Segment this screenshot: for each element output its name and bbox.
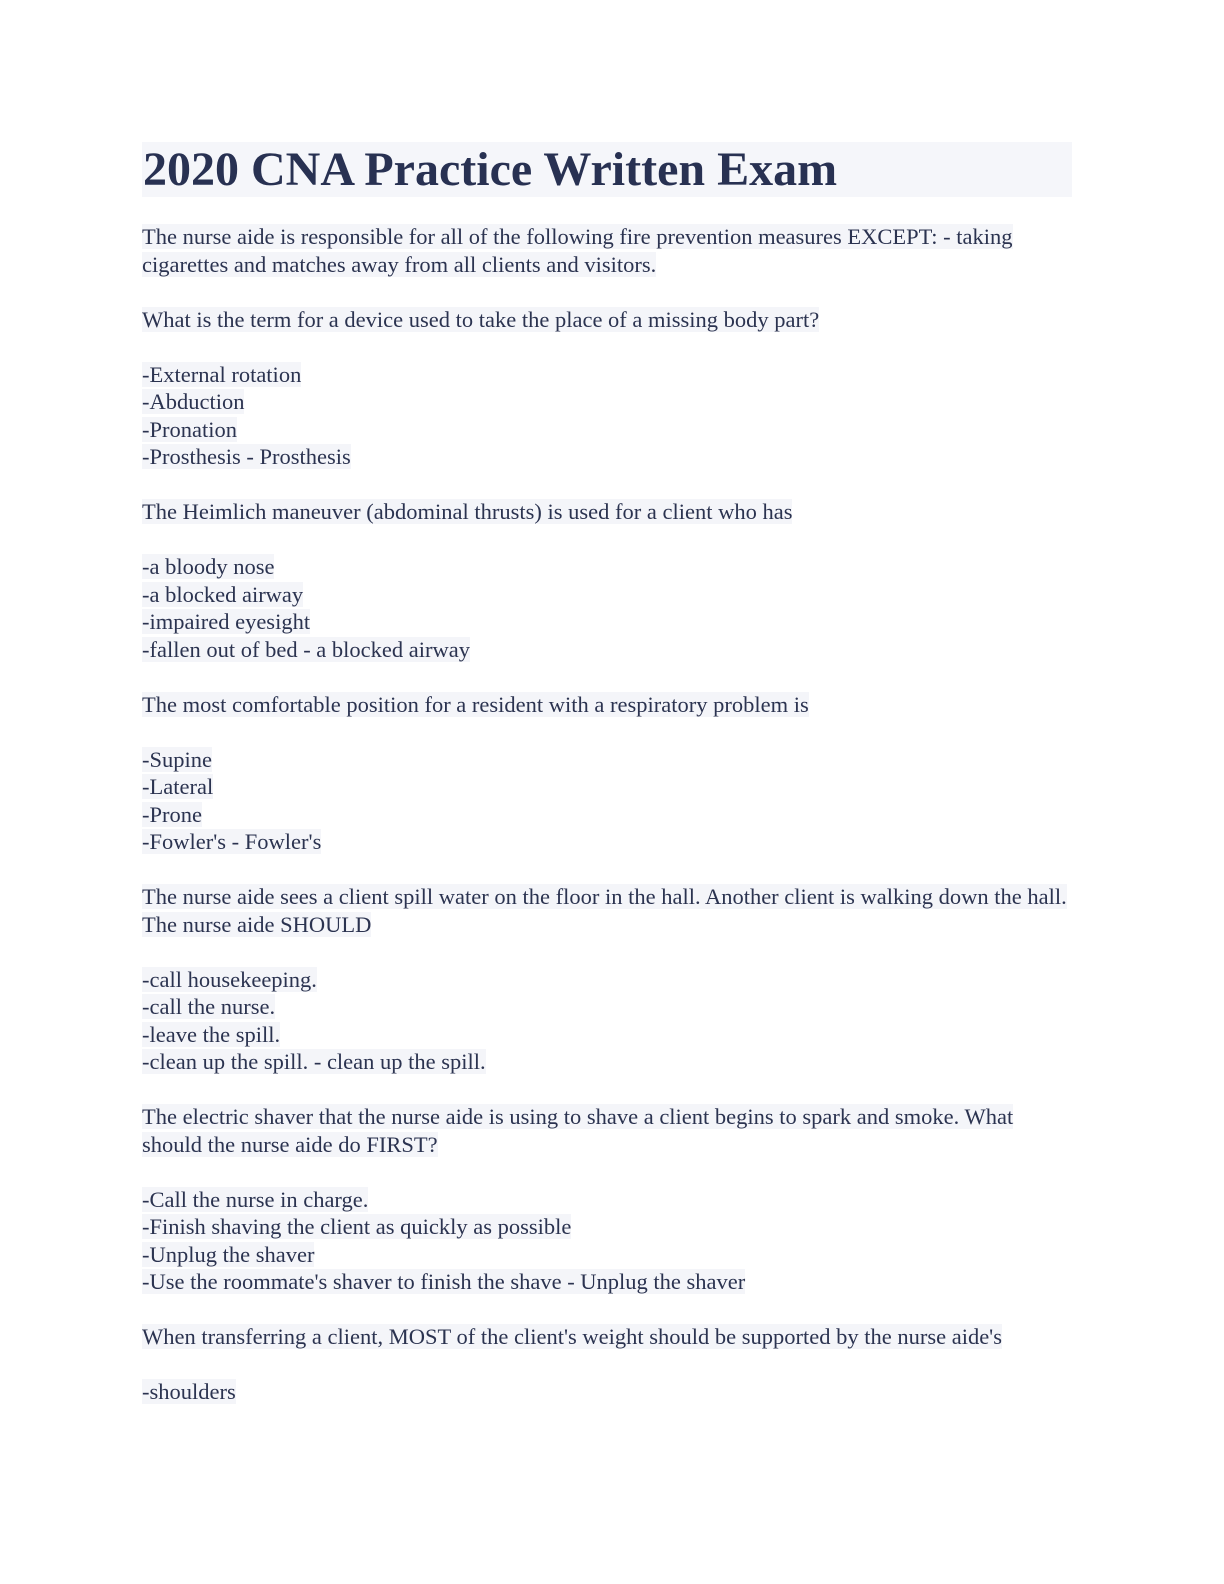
question-block: [142, 1323, 1074, 1351]
question-text-highlight: The nurse aide sees a client spill water on the floor in the hall. Another client is walking down the hall. The nurse aide SHOULD: [142, 884, 1067, 937]
options-list: [142, 553, 1074, 663]
question-text: [142, 223, 1074, 278]
option-text: -call the nurse.: [142, 994, 276, 1019]
option-text: -a blocked airway: [142, 581, 304, 607]
question-text-highlight: The most comfortable position for a resident with a respiratory problem is: [142, 691, 809, 717]
option-text: -impaired eyesight: [142, 609, 311, 634]
question-text: [142, 883, 1074, 938]
option-item: [142, 443, 1074, 471]
option-text: -Call the nurse in charge.: [142, 1186, 369, 1212]
question-text: [142, 1323, 1074, 1351]
option-text: -Lateral: [142, 774, 214, 799]
option-text: -shoulders: [142, 1379, 236, 1404]
options-list: [142, 746, 1074, 856]
option-item: [142, 801, 1074, 829]
option-text: -Prone: [142, 801, 202, 827]
option-item: [142, 746, 1074, 774]
option-text: -Supine: [142, 746, 212, 772]
option-item: [142, 388, 1074, 416]
question-text-highlight: The electric shaver that the nurse aide is using to shave a client begins to spark and smoke. What should the nurse aide do FIRST?: [142, 1104, 1014, 1157]
option-text: -Abduction: [142, 389, 245, 414]
question-text: [142, 691, 1074, 719]
option-text: -Pronation: [142, 416, 237, 442]
option-text: -Prosthesis - Prosthesis: [142, 444, 351, 469]
question-block: [142, 223, 1074, 278]
option-item: [142, 1186, 1074, 1214]
option-text: -clean up the spill. - clean up the spill.: [142, 1049, 486, 1074]
option-text: -call housekeeping.: [142, 966, 317, 992]
option-text: -Unplug the shaver: [142, 1241, 315, 1267]
options-list: [142, 361, 1074, 471]
option-text: -a bloody nose: [142, 554, 275, 579]
option-item: [142, 636, 1074, 664]
question-block: [142, 1103, 1074, 1158]
question-text: [142, 1103, 1074, 1158]
option-item: [142, 993, 1074, 1021]
option-item: [142, 1378, 1074, 1406]
option-item: [142, 1241, 1074, 1269]
question-text: [142, 306, 1074, 334]
option-text: -Finish shaving the client as quickly as possible: [142, 1214, 572, 1239]
option-item: [142, 416, 1074, 444]
question-text-highlight: When transferring a client, MOST of the client's weight should be supported by the nurse aide's: [142, 1324, 1002, 1349]
page-title: 2020 CNA Practice Written Exam: [143, 143, 838, 196]
option-item: [142, 361, 1074, 389]
option-text: -Fowler's - Fowler's: [142, 829, 322, 854]
option-item: [142, 773, 1074, 801]
title-highlight: [142, 142, 1072, 197]
options-list: [142, 1378, 1074, 1406]
document-page: [142, 142, 1074, 1433]
option-item: [142, 828, 1074, 856]
options-list: [142, 1186, 1074, 1296]
option-item: [142, 1048, 1074, 1076]
option-item: [142, 1021, 1074, 1049]
option-item: [142, 608, 1074, 636]
option-text: -External rotation: [142, 361, 302, 387]
question-block: [142, 498, 1074, 526]
question-text-highlight: The nurse aide is responsible for all of the following fire prevention measures EXCEPT: - taking cigarettes and matches away from all clients and visitors.: [142, 224, 1013, 277]
question-block: [142, 691, 1074, 719]
question-block: [142, 883, 1074, 938]
question-text-highlight: The Heimlich maneuver (abdominal thrusts) is used for a client who has: [142, 499, 793, 524]
option-item: [142, 553, 1074, 581]
option-item: [142, 581, 1074, 609]
option-text: -Use the roommate's shaver to finish the shave - Unplug the shaver: [142, 1269, 746, 1294]
option-text: -leave the spill.: [142, 1021, 281, 1047]
option-item: [142, 966, 1074, 994]
option-text: -fallen out of bed - a blocked airway: [142, 636, 470, 662]
question-text-highlight: What is the term for a device used to take the place of a missing body part?: [142, 306, 820, 332]
question-block: [142, 306, 1074, 334]
option-item: [142, 1213, 1074, 1241]
options-list: [142, 966, 1074, 1076]
question-text: [142, 498, 1074, 526]
option-item: [142, 1268, 1074, 1296]
